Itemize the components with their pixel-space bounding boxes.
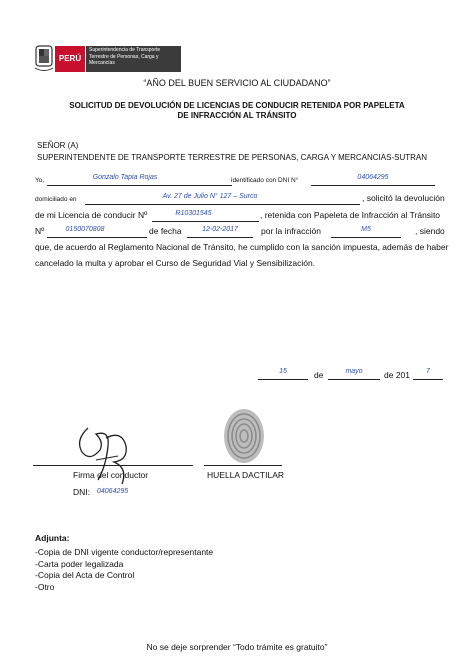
signature-label: Firma del conductor — [73, 470, 149, 480]
paragraph-line1: que, de acuerdo al Reglamento Nacional de Tránsito, he cumplido con la sanción impuesta, además de haber — [35, 242, 449, 252]
logo-country: PERÚ — [55, 46, 85, 72]
domicile-value[interactable]: Av. 27 de Julio N° 127 – Surco — [162, 193, 258, 200]
yo-label: Yo, — [35, 177, 45, 184]
attachment-item: -Otro — [35, 581, 55, 592]
attachments-title: Adjunta: — [35, 533, 70, 543]
ticket-line — [47, 237, 147, 238]
footer-note: No se deje sorprender “Todo trámite es gratuito” — [146, 642, 328, 652]
fingerprint-line — [204, 465, 282, 466]
dni-label: identificado con DNI N° — [231, 177, 299, 184]
month-value[interactable]: mayo — [345, 368, 363, 375]
license-line — [152, 221, 259, 222]
title-line1: SOLICITUD DE DEVOLUCIÓN DE LICENCIAS DE CONDUCIR RETENIDA POR PAPELETA — [69, 101, 405, 110]
year-digit-value[interactable]: 7 — [426, 368, 430, 375]
request-text: , solicitó la devolución — [362, 193, 445, 203]
attachment-item: -Copia del Acta de Control — [35, 570, 135, 580]
infraction-label: por la infracción — [261, 226, 322, 236]
date-de1: de — [314, 370, 324, 380]
salutation: SEÑOR (A) — [37, 141, 79, 150]
signature-line — [33, 465, 193, 466]
ticket-label: Nº — [35, 226, 45, 236]
row-ticket — [35, 226, 445, 240]
signature-dni-value[interactable]: 04064295 — [97, 488, 129, 495]
date-de2: de 201 — [384, 370, 410, 380]
fingerprint-label: HUELLA DACTILAR — [207, 470, 284, 480]
ticket-value[interactable]: 0150070808 — [65, 226, 105, 233]
attachment-item: -Carta poder legalizada — [35, 558, 124, 569]
addressee-name: SUPERINTENDENTE DE TRANSPORTE TERRESTRE DE PERSONAS, CARGA Y MERCANCIAS-SUTRAN — [37, 153, 427, 162]
name-value[interactable]: Gonzalo Tapia Rojas — [92, 174, 158, 181]
attachment-item: -Copia de DNI vigente conductor/representante — [35, 547, 214, 557]
dni-value[interactable]: 04064295 — [357, 174, 389, 181]
paragraph-line2: cancelado la multa y aprobar el Curso de Seguridad Vial y Sensibilización. — [35, 258, 316, 268]
dni-line — [311, 185, 435, 186]
name-line — [47, 185, 232, 186]
date-line — [187, 237, 253, 238]
attachments-list — [35, 547, 213, 593]
row-license — [35, 210, 445, 224]
license-label: de mi Licencia de conducir Nº — [35, 210, 148, 220]
coat-of-arms-icon — [33, 42, 55, 76]
infraction-line — [331, 237, 401, 238]
day-value[interactable]: 15 — [279, 368, 287, 375]
row-domicile — [35, 193, 445, 207]
year-motto: “AÑO DEL BUEN SERVICIO AL CIUDADANO” — [143, 78, 331, 88]
month-line — [328, 379, 380, 380]
date-value[interactable]: 12-02-2017 — [202, 226, 238, 233]
infraction-value[interactable]: M5 — [361, 226, 371, 233]
day-line — [258, 379, 308, 380]
fingerprint — [222, 407, 266, 465]
date-label: de fecha — [149, 226, 182, 236]
row-name — [35, 174, 440, 188]
logo-agency: Superintendencia de Transporte Terrestre de Personas, Carga y Mercancías — [86, 46, 181, 72]
domicile-line — [85, 204, 360, 205]
signature-date — [258, 368, 448, 382]
year-line — [413, 379, 443, 380]
title-line2: DE INFRACCIÓN AL TRÁNSITO — [177, 111, 297, 120]
signature-dni-label: DNI: — [73, 487, 90, 497]
retained-text: , retenida con Papeleta de Infracción al Tránsito — [260, 210, 441, 220]
sutran-logo — [33, 42, 161, 76]
license-value[interactable]: R10301545 — [175, 210, 212, 217]
siendo-text: , siendo — [415, 226, 445, 236]
domicile-label: domiciliado en — [35, 196, 77, 203]
